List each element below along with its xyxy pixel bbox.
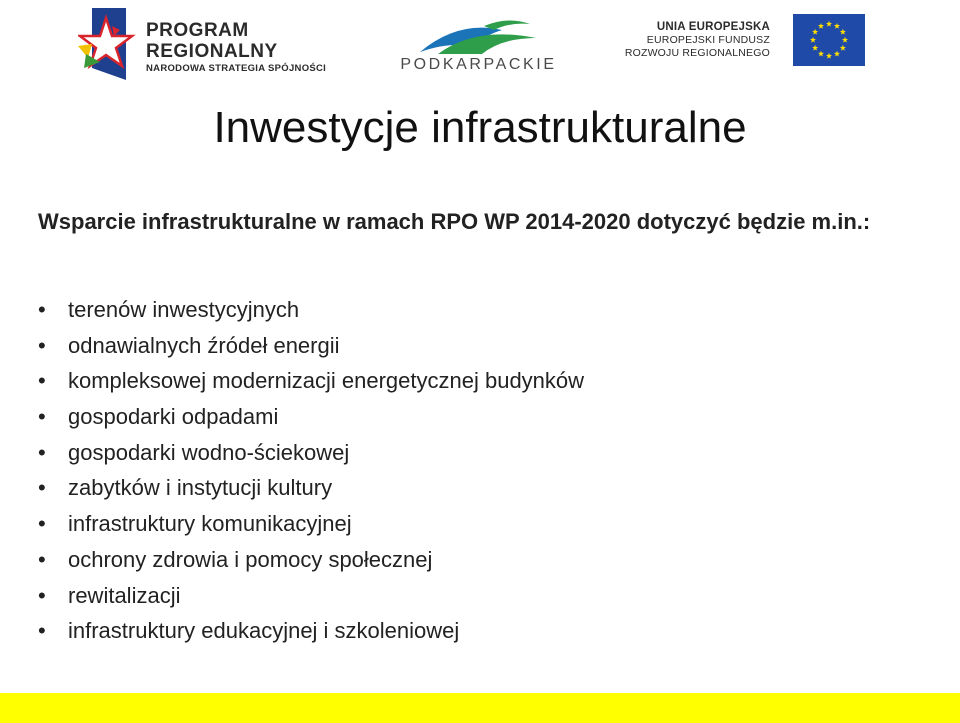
list-item <box>38 542 918 578</box>
bullet-icon: • <box>38 582 46 608</box>
program-regionalny-logo <box>78 6 327 82</box>
eu-line-3: ROZWOJU REGIONALNEGO <box>624 47 770 59</box>
bullet-icon: • <box>38 618 46 644</box>
page-title: Inwestycje infrastrukturalne <box>213 103 747 152</box>
list-item-label: infrastruktury komunikacyjnej <box>68 511 352 537</box>
podkarpackie-text: PODKARPACKIE <box>400 56 557 73</box>
list-item <box>38 435 918 471</box>
list-item-label: gospodarki odpadami <box>68 404 279 430</box>
eu-line-2: EUROPEJSKI FUNDUSZ <box>646 34 770 46</box>
bullet-icon: • <box>38 297 46 322</box>
podkarpackie-hills-icon <box>418 12 538 56</box>
program-line-3: NARODOWA STRATEGIA SPÓJNOŚCI <box>146 63 327 74</box>
intro-paragraph: Wsparcie infrastrukturalne w ramach RPO WP 2014-2020 dotyczyć będzie m.in.: <box>38 209 871 234</box>
eu-logo <box>624 14 870 70</box>
list-item-label: terenów inwestycyjnych <box>68 297 300 322</box>
list-item-label: zabytków i instytucji kultury <box>68 475 333 501</box>
list-item-label: rewitalizacji <box>68 582 181 608</box>
list-item-label: infrastruktury edukacyjnej i szkoleniowej <box>68 618 460 644</box>
list-item <box>38 292 918 328</box>
bullet-icon: • <box>38 511 46 537</box>
bullet-icon: • <box>38 332 46 358</box>
list-item <box>38 506 918 542</box>
list-item <box>38 399 918 435</box>
list-item-label: kompleksowej modernizacji energetycznej budynków <box>68 368 585 394</box>
list-item <box>38 613 918 649</box>
list-item <box>38 470 918 506</box>
eu-text <box>625 20 770 60</box>
program-regionalny-emblem-icon <box>78 6 140 82</box>
bullet-icon: • <box>38 368 46 394</box>
bullet-icon: • <box>38 546 46 572</box>
podkarpackie-logo <box>396 12 561 74</box>
eu-line-1: UNIA EUROPEJSKA <box>656 21 770 33</box>
eu-flag-icon <box>793 14 865 66</box>
program-line-2: REGIONALNY <box>146 41 278 62</box>
bullet-icon: • <box>38 475 46 501</box>
bullet-icon: • <box>38 439 46 465</box>
list-item <box>38 363 918 399</box>
list-item-label: gospodarki wodno-ściekowej <box>68 439 350 465</box>
investment-areas-list <box>38 292 918 649</box>
list-item-label: ochrony zdrowia i pomocy społecznej <box>68 546 433 572</box>
program-regionalny-text <box>146 20 326 76</box>
bullet-icon: • <box>38 404 46 430</box>
header-logos <box>0 0 960 90</box>
list-item-label: odnawialnych źródeł energii <box>68 332 340 358</box>
list-item <box>38 578 918 614</box>
list-item <box>38 328 918 364</box>
program-line-1: PROGRAM <box>146 20 249 41</box>
footer-bar <box>0 693 960 723</box>
